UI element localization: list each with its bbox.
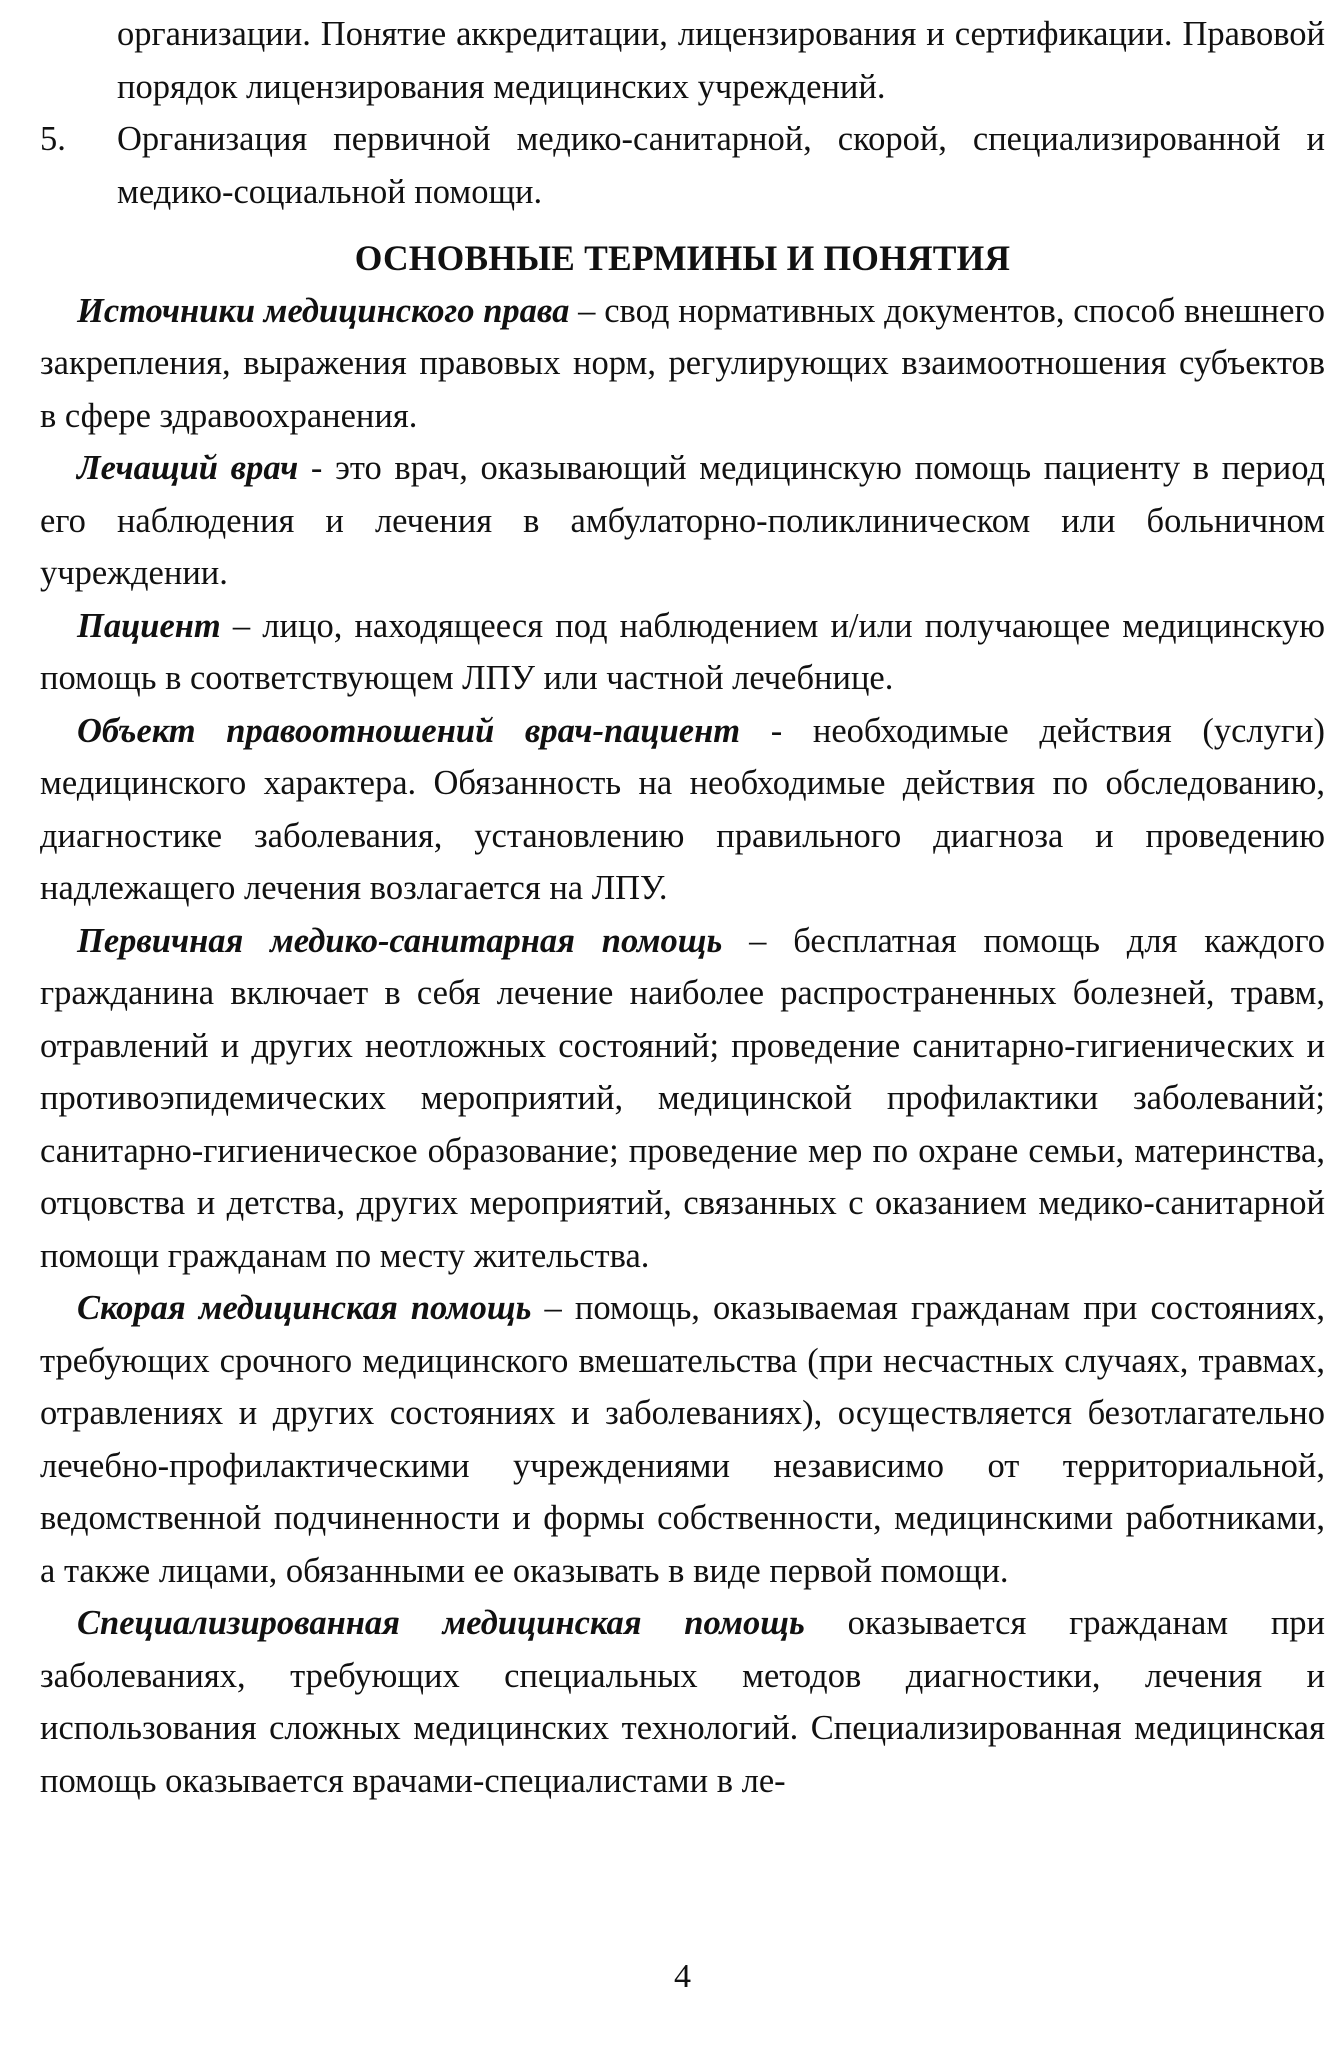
definition-patient [40,600,1325,705]
definition-primary-care [40,915,1325,1283]
definition-text: – помощь, оказываемая гражданам при состояниях, требующих срочного медицинского вмешательства (при несчастных случаях, травмах, отравлениях и других состояниях и заболеваниях), осуществляется безотлагательно лечебно-профилактическими учреждениями независимо от территориальной, ведомственной подчиненности и формы собственности, медицинскими работниками, а также лицами, обязанными ее оказывать в виде первой помощи. [40,1289,1325,1590]
definition-legal-relations-object [40,705,1325,915]
definition-text: - это врач, оказывающий медицинскую помощь пациенту в период его наблюдения и лечения в амбулаторно-поликлиническом или больничном учреждении. [40,449,1325,592]
definition-text: - необходимые действия (услуги) медицинского характера. Обязанность на необходимые действия по обследованию, диагностике заболевания, установлению правильного диагноза и проведению надлежащего лечения возлагается на ЛПУ. [40,711,1325,907]
definition-term: Скорая медицинская помощь [77,1289,532,1327]
definition-text: – лицо, находящееся под наблюдением и/или получающее медицинскую помощь в соответствующем ЛПУ или частной лечебнице. [40,606,1325,697]
definition-term: Специализированная медицинская помощь [77,1604,805,1642]
page-number: 4 [674,1958,691,1995]
definition-term: Первичная медико-санитарная помощь [77,921,723,960]
definition-text: – бесплатная помощь для каждого гражданина включает в себя лечение наиболее распространенных болезней, травм, отравлений и других неотложных состояний; проведение санитарно-гигиенических и противоэпидемических мероприятий, медицинской профилактики заболеваний; санитарно-гигиеническое образование; проведение мер по охране семьи, материнства, отцовства и детства, других мероприятий, связанных с оказанием медико-санитарной помощи гражданам по месту жительства. [40,921,1325,1275]
definition-attending-physician [40,442,1325,600]
section-heading: ОСНОВНЫЕ ТЕРМИНЫ И ПОНЯТИЯ [354,238,1011,278]
definition-text: оказывается гражданам при заболеваниях, требующих специальных методов диагностики, лечения и использования сложных медицинских технологий. Специализированная медицинская помощь оказывается врачами-специалистами в ле- [40,1604,1326,1800]
definition-emergency-care [40,1282,1325,1597]
list-item-text: Организация первичной медико-санитарной, скорой, специализированной и медико-социальной помощи. [117,120,1325,211]
definition-term: Лечащий врач [77,449,299,487]
definition-medical-law-sources [40,285,1325,443]
definition-term: Пациент [77,606,221,645]
definition-term: Источники медицинского права [77,291,570,330]
definition-text: – свод нормативных документов, способ внешнего закрепления, выражения правовых норм, регулирующих взаимоотношения субъектов в сфере здравоохранения. [40,291,1325,435]
definition-term: Объект правоотношений врач-пациент [77,711,741,750]
list-item-number: 5. [40,120,66,158]
document-page [40,8,1325,2038]
definition-specialized-care [40,1597,1325,1807]
list-item-5 [40,113,1325,218]
list-item-continuation: организации. Понятие аккредитации, лицензирования и сертификации. Правовой порядок лицензирования медицинских учреждений. [117,15,1325,106]
